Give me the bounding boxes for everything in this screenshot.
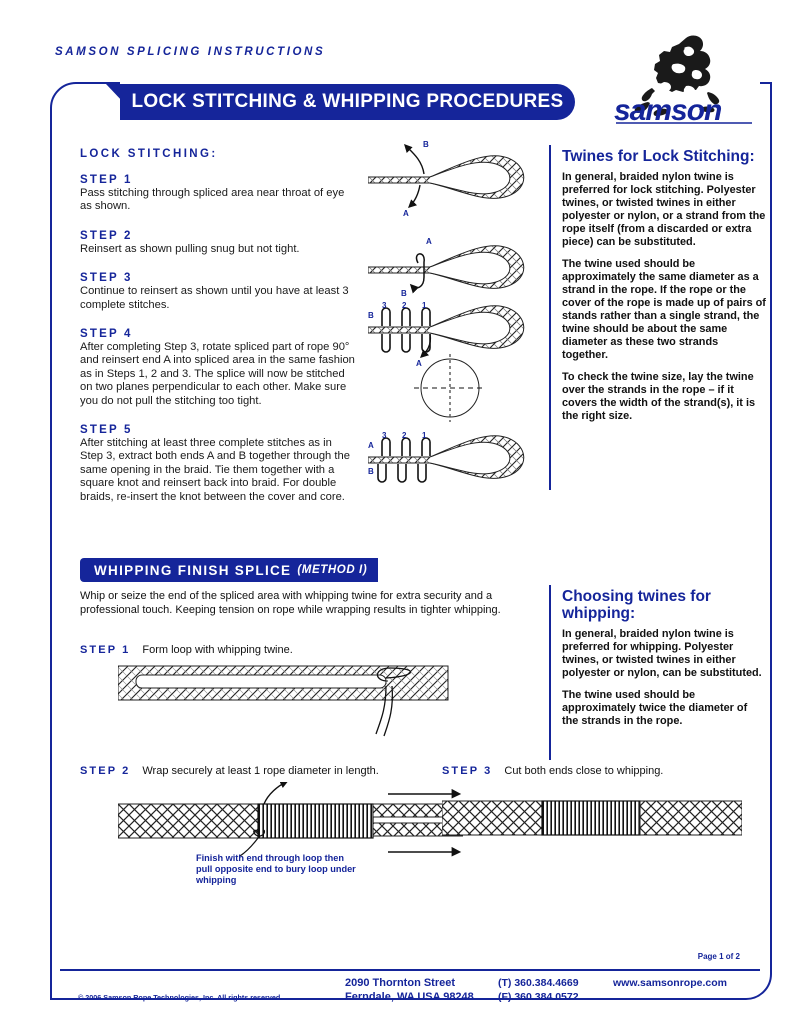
whipping-step-3 <box>442 765 663 777</box>
logo-wordmark-text: samson <box>614 94 722 125</box>
whipping-step-2-label: STEP 2 <box>80 765 131 777</box>
whipping-annotation: Finish with end through loop then pull opposite end to bury loop under whipping <box>196 853 356 886</box>
samson-wordmark <box>614 94 722 125</box>
diagram-3-label-b: B <box>368 311 374 320</box>
diagram-4-label-a: A <box>368 441 374 450</box>
whipping-banner-method: (METHOD I) <box>297 564 368 576</box>
contact-numbers <box>498 977 579 1004</box>
diagram-step-3 <box>368 301 524 368</box>
fax-number: (F) 360.384.0572 <box>498 990 579 1003</box>
whipping-banner-title <box>80 558 378 582</box>
stitch-number-2-b: 2 <box>402 431 407 440</box>
sidebar-divider-top <box>549 145 551 490</box>
lock-stitching-diagrams <box>368 140 548 500</box>
twines-paragraph-1: In general, braided nylon twine is preferred for lock stitching. Polyester twines, or twisted twines in either polyester or nylon, or a strand from the rope itself (from a discarded or extra piece) can be substituted. <box>562 171 766 248</box>
step-5-label: STEP 5 <box>80 424 133 437</box>
step-4-body: After completing Step 3, rotate spliced part of rope 90° and reinsert end A into spliced area in the same fashion as in Steps 1, 2 and 3. The splice will now be stitched on two planes perpendicular to each other. Make sure you do not pull the stitching too tight. <box>80 341 355 407</box>
samson-logo <box>612 30 762 125</box>
whipping-sidebar-heading: Choosing twines for whipping: <box>562 588 711 622</box>
address-line-1: 2090 Thornton Street <box>345 977 456 989</box>
twines-paragraph-3: To check the twine size, lay the twine over the strands in the rope – if it covers the width of the strand(s), it is the right size. <box>562 371 756 422</box>
footer-rule-top <box>60 969 760 971</box>
whipping-step-3-diagram <box>442 795 742 845</box>
diagram-1-label-a: A <box>403 209 409 218</box>
whipping-step-2 <box>80 765 379 777</box>
phone-number: (T) 360.384.4669 <box>498 977 579 989</box>
diagram-step-5 <box>368 431 524 482</box>
whipping-twines-sidebar <box>562 588 762 737</box>
stitch-number-2: 2 <box>402 301 407 310</box>
step-3-label: STEP 3 <box>80 272 133 285</box>
page-number: Page 1 of 2 <box>697 952 740 961</box>
diagram-3-label-a: A <box>416 359 422 368</box>
whipping-banner-main: WHIPPING FINISH SPLICE <box>94 562 292 578</box>
diagram-step-2 <box>368 237 524 298</box>
whipping-step-1-label: STEP 1 <box>80 644 131 656</box>
whipping-sidebar-paragraph-2: The twine used should be approximately twice the diameter of the strands in the rope. <box>562 689 748 727</box>
step-2-body: Reinsert as shown pulling snug but not tight. <box>80 242 300 255</box>
whipping-step-1 <box>80 644 293 656</box>
copyright-notice: © 2006 Samson Rope Technologies, Inc. All rights reserved. <box>78 993 283 1002</box>
diagram-1-label-b: B <box>423 140 429 149</box>
diagram-4-label-b: B <box>368 467 374 476</box>
title-banner <box>120 84 575 120</box>
lock-stitching-heading: LOCK STITCHING: <box>80 148 218 160</box>
diagram-step-1 <box>368 140 524 218</box>
step-1-label: STEP 1 <box>80 174 133 186</box>
diagram-2-label-a: A <box>426 237 432 246</box>
sidebar-divider-bottom <box>549 585 551 760</box>
whipping-step-2-body: Wrap securely at least 1 rope diameter in length. <box>142 765 379 777</box>
whipping-step-3-body: Cut both ends close to whipping. <box>504 765 664 777</box>
step-2-label: STEP 2 <box>80 229 133 242</box>
whipping-step-1-diagram <box>118 658 518 740</box>
step-4-label: STEP 4 <box>80 328 133 341</box>
whipping-intro: Whip or seize the end of the spliced area with whipping twine for extra security and a professional touch. Keeping tension on rope while wrapping results in tighter whipping. <box>80 590 501 616</box>
step-1-body: Pass stitching through spliced area near throat of eye as shown. <box>80 187 345 213</box>
whipping-sidebar-paragraph-1: In general, braided nylon twine is preferred for whipping. Polyester twines, or twisted twines in either polyester or nylon, can be substituted. <box>562 628 762 679</box>
lock-stitching-column <box>80 148 355 520</box>
page-title: LOCK STITCHING & WHIPPING PROCEDURES <box>131 91 564 112</box>
step-5-body: After stitching at least three complete stitches as in Step 3, extract both ends A and B together through the same opening in the braid. Tie them together with a square knot and reinsert back into braid. For double braids, re-insert the knot between the cover and core. <box>80 437 350 503</box>
diagram-2-label-b: B <box>401 289 407 298</box>
document-kicker: SAMSON SPLICING INSTRUCTIONS <box>55 46 326 58</box>
address-line-2: Ferndale, WA USA 98248 <box>345 990 474 1003</box>
whipping-step-1-body: Form loop with whipping twine. <box>142 644 293 656</box>
stitch-number-3: 3 <box>382 301 387 310</box>
whipping-step-3-label: STEP 3 <box>442 765 493 777</box>
stitch-number-1: 1 <box>422 301 427 310</box>
website-url[interactable]: www.samsonrope.com <box>613 977 727 989</box>
stitch-number-3-b: 3 <box>382 431 387 440</box>
twines-sidebar-heading: Twines for Lock Stitching: <box>562 148 755 165</box>
twines-sidebar <box>562 148 767 432</box>
stitch-number-1-b: 1 <box>422 431 427 440</box>
twines-paragraph-2: The twine used should be approximately the same diameter as a strand in the rope. If the rope or the cover of the rope is made up of pairs of stands rather than a single strand, the twine should be about the same diameter as these two strands together. <box>562 258 766 361</box>
whipping-banner <box>80 558 378 582</box>
step-3-body: Continue to reinsert as shown until you have at least 3 complete stitches. <box>80 285 349 311</box>
diagram-cross-section <box>414 354 486 422</box>
company-address <box>345 977 474 1004</box>
